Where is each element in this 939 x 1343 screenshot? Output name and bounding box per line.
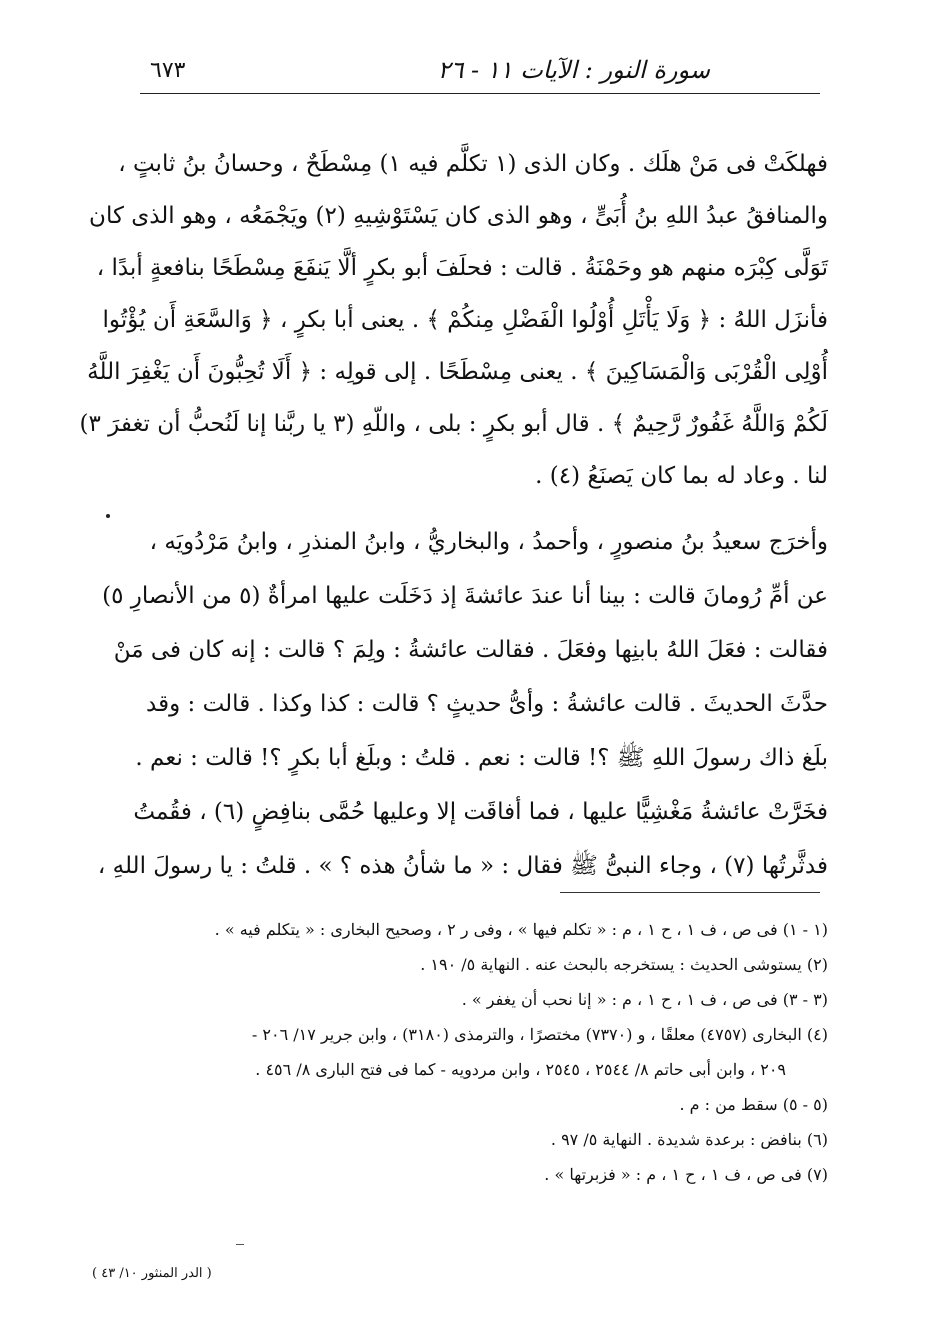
text-line: تَوَلَّى كِبْرَه منهم هو وحَمْنَةُ . قالت : فحلَفَ أبو بكرٍ ألَّا يَنفَعَ مِسْطَحًا بنافعةٍ أبدًا ، xyxy=(96,255,828,281)
text-line: حدَّثَ الحديثَ . قالت عائشةُ : وأىُّ حديثٍ ؟ قالت : كذا وكذا . قالت : وقد xyxy=(146,691,828,717)
header-divider xyxy=(140,93,820,94)
margin-dot xyxy=(106,514,110,518)
stray-mark xyxy=(236,1244,244,1245)
footnotes xyxy=(128,912,828,1192)
paragraph-1 xyxy=(79,138,828,502)
footnote: (٤) البخارى (٤٧٥٧) معلقًا ، و (٧٣٧٠) مختصرًا ، والترمذى (٣١٨٠) ، وابن جرير ١٧/ ٢٠٦ - xyxy=(251,1025,828,1044)
text-line: فأنزَل اللهُ : ﴿ وَلَا يَأْتَلِ أُوْلُوا الْفَضْلِ مِنكُمْ ﴾ . يعنى أبا بكرٍ ، ﴿ وَالسَّعَةِ أَن يُؤْتُوا xyxy=(102,307,828,333)
text-line: والمنافقُ عبدُ اللهِ بنُ أُبَىٍّ ، وهو الذى كان يَسْتَوْشِيهِ (٢) ويَجْمَعُه ، وهو الذى كان xyxy=(89,203,828,229)
footnote: (١ - ١) فى ص ، ف ١ ، ح ١ ، م : « تكلم فيها » ، وفى ر ٢ ، وصحيح البخارى : « يتكلم فيه » . xyxy=(214,920,828,939)
footnote: (٢) يستوشى الحديث : يستخرجه بالبحث عنه . النهاية ٥/ ١٩٠ . xyxy=(420,955,828,974)
footnote: (٥ - ٥) سقط من : م . xyxy=(679,1095,828,1114)
text-line: فدثَّرتُها (٧) ، وجاء النبىُّ ﷺ فقال : « ما شأنُ هذه ؟ » . قلتُ : يا رسولَ اللهِ ، xyxy=(97,853,828,879)
page-header xyxy=(150,52,820,92)
page-title: سورة النور : الآيات ١١ - ٢٦ xyxy=(437,56,710,84)
text-line: لَكُمْ وَاللَّهُ غَفُورٌ رَّحِيمٌ ﴾ . قال أبو بكرٍ : بلى ، واللّهِ (٣ يا ربَّنا إنا لَنُحبُّ أن تغفرَ ٣) xyxy=(79,411,828,437)
source-reference: ( الدر المنثور ١٠/ ٤٣ ) xyxy=(92,1266,212,1281)
page-number: ٦٧٣ xyxy=(150,58,186,83)
footnote: (٣ - ٣) فى ص ، ف ١ ، ح ١ ، م : « إنا نحب أن يغفر » . xyxy=(461,990,828,1009)
text-line: فخَرَّتْ عائشةُ مَغْشِيًّا عليها ، فما أفاقَت إلا وعليها حُمَّى بنافِضٍ (٦) ، فقُمتُ xyxy=(133,799,828,825)
footnote-continuation: ٢٠٩ ، وابن أبى حاتم ٨/ ٢٥٤٤ ، ٢٥٤٥ ، وابن مردويه - كما فى فتح البارى ٨/ ٤٥٦ . xyxy=(255,1060,786,1079)
text-line: عن أمِّ رُومانَ قالت : بينا أنا عندَ عائشةَ إذ دَخَلَت عليها امرأةٌ (٥ من الأنصارِ ٥) xyxy=(102,583,828,609)
paragraph-2 xyxy=(97,515,828,893)
text-line: وأخرَج سعيدُ بنُ منصورٍ ، وأحمدُ ، والبخاريُّ ، وابنُ المنذرِ ، وابنُ مَرْدُويَه ، xyxy=(149,529,828,555)
text-line: بلَغ ذاك رسولَ اللهِ ﷺ ؟! قالت : نعم . قلتُ : وبلَغ أبا بكرٍ ؟! قالت : نعم . xyxy=(135,745,828,771)
text-line: لنا . وعاد له بما كان يَصنَعُ (٤) . xyxy=(535,463,828,489)
text-line: أُوْلِى الْقُرْبَى وَالْمَسَاكِينَ ﴾ . يعنى مِسْطَحًا . إلى قولِه : ﴿ أَلَا تُحِبُّونَ أَن يَغْفِرَ اللَّهُ xyxy=(87,359,828,385)
text-line: فهلكَتْ فى مَنْ هلَك . وكان الذى (١ تكلَّم فيه ١) مِسْطَحٌ ، وحسانُ بنُ ثابتٍ ، xyxy=(118,151,828,177)
text-line: فقالت : فعَلَ اللهُ بابنِها وفعَلَ . فقالت عائشةُ : ولِمَ ؟ قالت : إنه كان فى مَنْ xyxy=(113,637,828,663)
footnote: (٦) بنافض : برعدة شديدة . النهاية ٥/ ٩٧ . xyxy=(550,1130,828,1149)
footnote-divider xyxy=(560,892,820,893)
footnote: (٧) فى ص ، ف ١ ، ح ١ ، م : « فزبرتها » . xyxy=(544,1165,828,1184)
